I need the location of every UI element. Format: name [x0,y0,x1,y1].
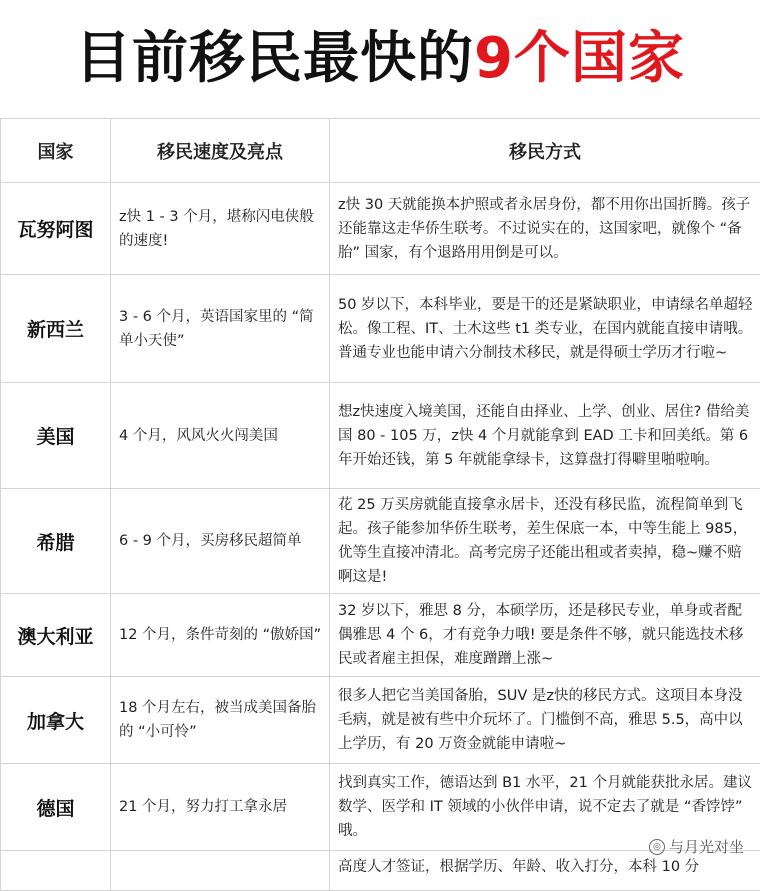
table-row [1,275,760,383]
table-row [1,183,760,275]
title-part-black: 目前移民最快的 [75,26,474,91]
camera-icon: ◎ [649,839,665,855]
method-cell: z快 30 天就能换本护照或者永居身份，都不用你出国折腾。孩子还能靠这走华侨生联考。不过说实在的，这国家吧，就像个 “备胎” 国家，有个退路用用倒是可以。 [330,183,760,275]
header-country: 国家 [1,119,111,183]
method-cell: 很多人把它当美国备胎，SUV 是z快的移民方式。这项目本身没毛病，就是被有些中介玩坏了。门槛倒不高，雅思 5.5，高中以上学历，有 20 万资金就能申请啦~ [330,677,760,764]
table-row [1,677,760,764]
country-cell: 新西兰 [1,275,111,383]
country-cell: 加拿大 [1,677,111,764]
method-cell: 高度人才签证，根据学历、年龄、收入打分，本科 10 分 [330,851,760,891]
country-cell: 瓦努阿图 [1,183,111,275]
title-banner [0,0,760,118]
method-cell: 找到真实工作，德语达到 B1 水平，21 个月就能获批永居。建议数学、医学和 IT 领域的小伙伴申请，说不定去了就是 “香饽饽” 哦。 [330,764,760,851]
country-cell: 美国 [1,383,111,489]
watermark-text: 与月光对坐 [669,836,744,857]
page-title [75,31,685,87]
country-cell [1,851,111,891]
speed-cell [111,851,330,891]
table-header-row [1,119,760,183]
watermark [649,836,744,857]
speed-cell: 4 个月，风风火火闯美国 [111,383,330,489]
speed-cell: z快 1 - 3 个月，堪称闪电侠般的速度! [111,183,330,275]
speed-cell: 3 - 6 个月，英语国家里的 “简单小天使” [111,275,330,383]
method-cell: 50 岁以下，本科毕业，要是干的还是紧缺职业，申请绿名单超轻松。像工程、IT、土木这些 t1 类专业，在国内就能直接申请哦。普通专业也能申请六分制技术移民，就是得硕士学历才行啦~ [330,275,760,383]
immigration-table [0,118,760,891]
method-cell: 32 岁以下，雅思 8 分，本硕学历，还是移民专业，单身或者配偶雅思 4 个 6，才有竞争力哦! 要是条件不够，就只能选技术移民或者雇主担保，难度蹭蹭上涨~ [330,594,760,677]
title-part-red: 9个国家 [474,26,685,91]
table-row [1,489,760,594]
method-cell: 想z快速度入境美国，还能自由择业、上学、创业、居住? 借给美国 80 - 105 万，z快 4 个月就能拿到 EAD 工卡和回美纸。第 6 年开始还钱，第 5 年就能拿绿卡，这算盘打得噼里啪啦响。 [330,383,760,489]
method-cell: 花 25 万买房就能直接拿永居卡，还没有移民监，流程简单到飞起。孩子能参加华侨生联考，差生保底一本，中等生能上 985，优等生直接冲清北。高考完房子还能出租或者卖掉，稳~赚不赔啊这是! [330,489,760,594]
table-row [1,594,760,677]
table-row [1,851,760,891]
speed-cell: 6 - 9 个月，买房移民超简单 [111,489,330,594]
country-cell: 德国 [1,764,111,851]
table-row [1,764,760,851]
header-speed: 移民速度及亮点 [111,119,330,183]
speed-cell: 12 个月，条件苛刻的 “傲娇国” [111,594,330,677]
speed-cell: 18 个月左右，被当成美国备胎的 “小可怜” [111,677,330,764]
country-cell: 希腊 [1,489,111,594]
header-method: 移民方式 [330,119,760,183]
speed-cell: 21 个月，努力打工拿永居 [111,764,330,851]
table-row [1,383,760,489]
country-cell: 澳大利亚 [1,594,111,677]
